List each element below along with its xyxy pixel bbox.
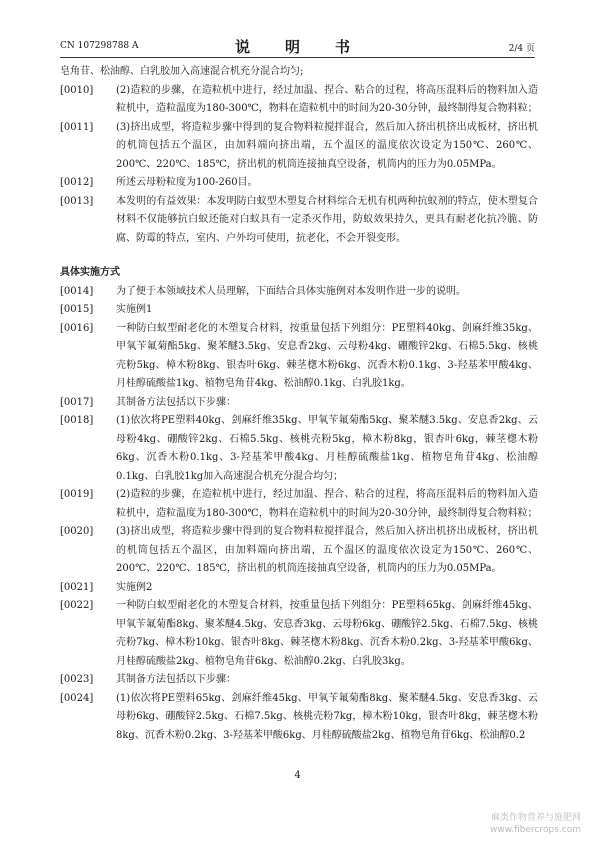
paragraph-number: [0010]: [60, 84, 94, 96]
watermark-url: www.fibercrops.com: [490, 825, 581, 835]
watermark-line: 麻类作物营养与施肥网: [490, 813, 581, 823]
paragraph-text: 所述云母粉粒度为100-260目。: [116, 177, 258, 188]
paragraph: [60, 119, 538, 175]
watermark: [490, 812, 581, 836]
paragraph: [60, 690, 538, 746]
paragraph-number: [0022]: [60, 600, 94, 611]
paragraph-text: 皂角苷、松油醇、白乳胶加入高速混合机充分混合均匀;: [60, 66, 304, 77]
doc-number: CN 107298788 A: [60, 41, 139, 51]
paragraph-number: [0015]: [60, 304, 94, 315]
paragraph-text: 其制备方法包括以下步骤：: [116, 674, 236, 685]
paragraph: [60, 283, 538, 302]
paragraph: [60, 63, 538, 82]
paragraph: [60, 193, 538, 249]
paragraph: [60, 301, 538, 320]
paragraph: [60, 523, 538, 579]
section-heading: 具体实施方式: [60, 267, 120, 278]
document-body: [60, 63, 538, 745]
paragraph: [60, 597, 538, 671]
paragraph: [60, 412, 538, 486]
paragraph-text: (2)造粒的步骤，在造粒机中进行，经过加温、捏合、粘合的过程，将高压混料后的物料加入造粒机中，造粒温度为180-300℃，物料在造粒机中的时间为20-30分钟，最终制得复合物料粒；: [116, 489, 538, 519]
header-rule: [60, 57, 535, 58]
paragraph: [60, 82, 538, 119]
paragraph-number: [0013]: [60, 195, 94, 207]
paragraph-text: (3)挤出成型，将造粒步骤中得到的复合物料粒搅拌混合，然后加入挤出机挤出成板材，挤出机的机筒包括五个温区，由加料端向挤出端，五个温区的温度依次设定为150℃、260℃、200℃、220℃、185℃，挤出机的机筒连接抽真空设备，机筒内的压力为0.05MPa。: [116, 526, 538, 574]
paragraph-number: [0019]: [60, 489, 94, 500]
paragraph-text: 为了便于本领域技术人员理解，下面结合具体实施例对本发明作进一步的说明。: [116, 285, 466, 297]
page-header: [60, 36, 535, 56]
paragraph: [60, 174, 538, 193]
paragraph-number: [0023]: [60, 674, 94, 685]
paragraph-text: 实施例1: [116, 304, 153, 315]
paragraph-text: (2)造粒的步骤，在造粒机中进行，经过加温、捏合、粘合的过程，将高压混料后的物料加入造粒机中，造粒温度为180-300℃，物料在造粒机中的时间为20-30分钟，最终制得复合物料粒；: [116, 84, 538, 114]
paragraph-text: (1)依次将PE塑料40kg、剑麻纤维35kg、甲氧苄氟菊酯5kg、聚苯醚3.5kg、安息香2kg、云母粉4kg、硼酸锌2kg、石棉5.5kg、核桃壳粉5kg，樟木粉8kg，银杏叶6kg，棘茎楤木粉6kg、沉香木粉0.1kg、3-羟基苯甲酸4kg、月桂醇硫酸盐1kg、植物皂角苷4kg、松油醇0.1kg、白乳胶1kg加入高速混合机充分混合均匀；: [116, 415, 538, 482]
paragraph-number: [0020]: [60, 526, 94, 537]
paragraph-text: 一种防白蚁型耐老化的木塑复合材料，按重量包括下列组分：PE塑料40kg、剑麻纤维35kg、甲氧苄氟菊酯5kg、聚苯醚3.5kg、安息香2kg、云母粉4kg、硼酸锌2kg、石棉5.5kg、核桃壳粉5kg、樟木粉8kg、银杏叶6kg、棘茎楤木粉6kg、沉香木粉0.1kg、3-羟基苯甲酸4kg、月桂醇硫酸盐1kg、植物皂角苷4kg、松油醇0.1kg、白乳胶1kg。: [116, 322, 538, 389]
paragraph: [60, 320, 538, 394]
paragraph-text: 实施例2: [116, 581, 153, 593]
paragraph-number: [0016]: [60, 322, 94, 334]
paragraph-number: [0014]: [60, 285, 94, 297]
paragraph-text: (1)依次将PE塑料65kg、剑麻纤维45kg、甲氧苄氟菊酯8kg、聚苯醚4.5kg、安息香3kg、云母粉6kg、硼酸锌2.5kg、石棉7.5kg、核桃壳粉7kg，樟木粉10kg，银杏叶8kg，棘茎楤木粉8kg、沉香木粉0.2kg、3-羟基苯甲酸6kg、月桂醇硫酸盐2kg、植物皂角苷6kg、松油醇0.2: [116, 692, 538, 741]
page-number: 4: [294, 770, 301, 781]
paragraph-text: 一种防白蚁型耐老化的木塑复合材料，按重量包括下列组分：PE塑料65kg、剑麻纤维45kg、甲氧苄氟菊酯8kg、聚苯醚4.5kg、安息香3kg、云母粉6kg、硼酸锌2.5kg、石棉7.5kg、核桃壳粉7kg、樟木粉10kg、银杏叶8kg、棘茎楤木粉8kg、沉香木粉0.2kg、3-羟基苯甲酸6kg、月桂醇硫酸盐2kg、植物皂角苷6kg、松油醇0.2kg、白乳胶3kg。: [116, 600, 538, 667]
doc-title: 说 明 书: [234, 38, 360, 56]
paragraph-text: 其制备方法包括以下步骤：: [116, 396, 236, 408]
paragraph-text: 本发明的有益效果：本发明防白蚁型木塑复合材料综合无机有机两种抗蚁剂的特点，使木塑复合材料不仅能够抗白蚁还能对白蚁具有一定杀灭作用，防蚁效果持久，更具有耐老化抗冷脆、防腐、防霉的特点，室内、户外均可使用，抗老化，不会开裂变形。: [116, 195, 538, 244]
paragraph-number: [0012]: [60, 177, 94, 188]
page-of: 2/4 页: [508, 44, 535, 54]
paragraph-number: [0021]: [60, 581, 94, 593]
paragraph: [60, 394, 538, 413]
paragraph-text: (3)挤出成型，将造粒步骤中得到的复合物料粒搅拌混合，然后加入挤出机挤出成板材，挤出机的机筒包括五个温区，由加料端向挤出端，五个温区的温度依次设定为150℃、260℃、200℃、220℃、185℃，挤出机的机筒连接抽真空设备，机筒内的压力为0.05MPa。: [116, 121, 538, 170]
paragraph: [60, 486, 538, 523]
paragraph-number: [0024]: [60, 692, 94, 704]
paragraph: [60, 671, 538, 690]
paragraph-number: [0017]: [60, 396, 94, 408]
paragraph-number: [0018]: [60, 415, 94, 426]
paragraph: [60, 579, 538, 598]
paragraph-number: [0011]: [60, 121, 94, 133]
